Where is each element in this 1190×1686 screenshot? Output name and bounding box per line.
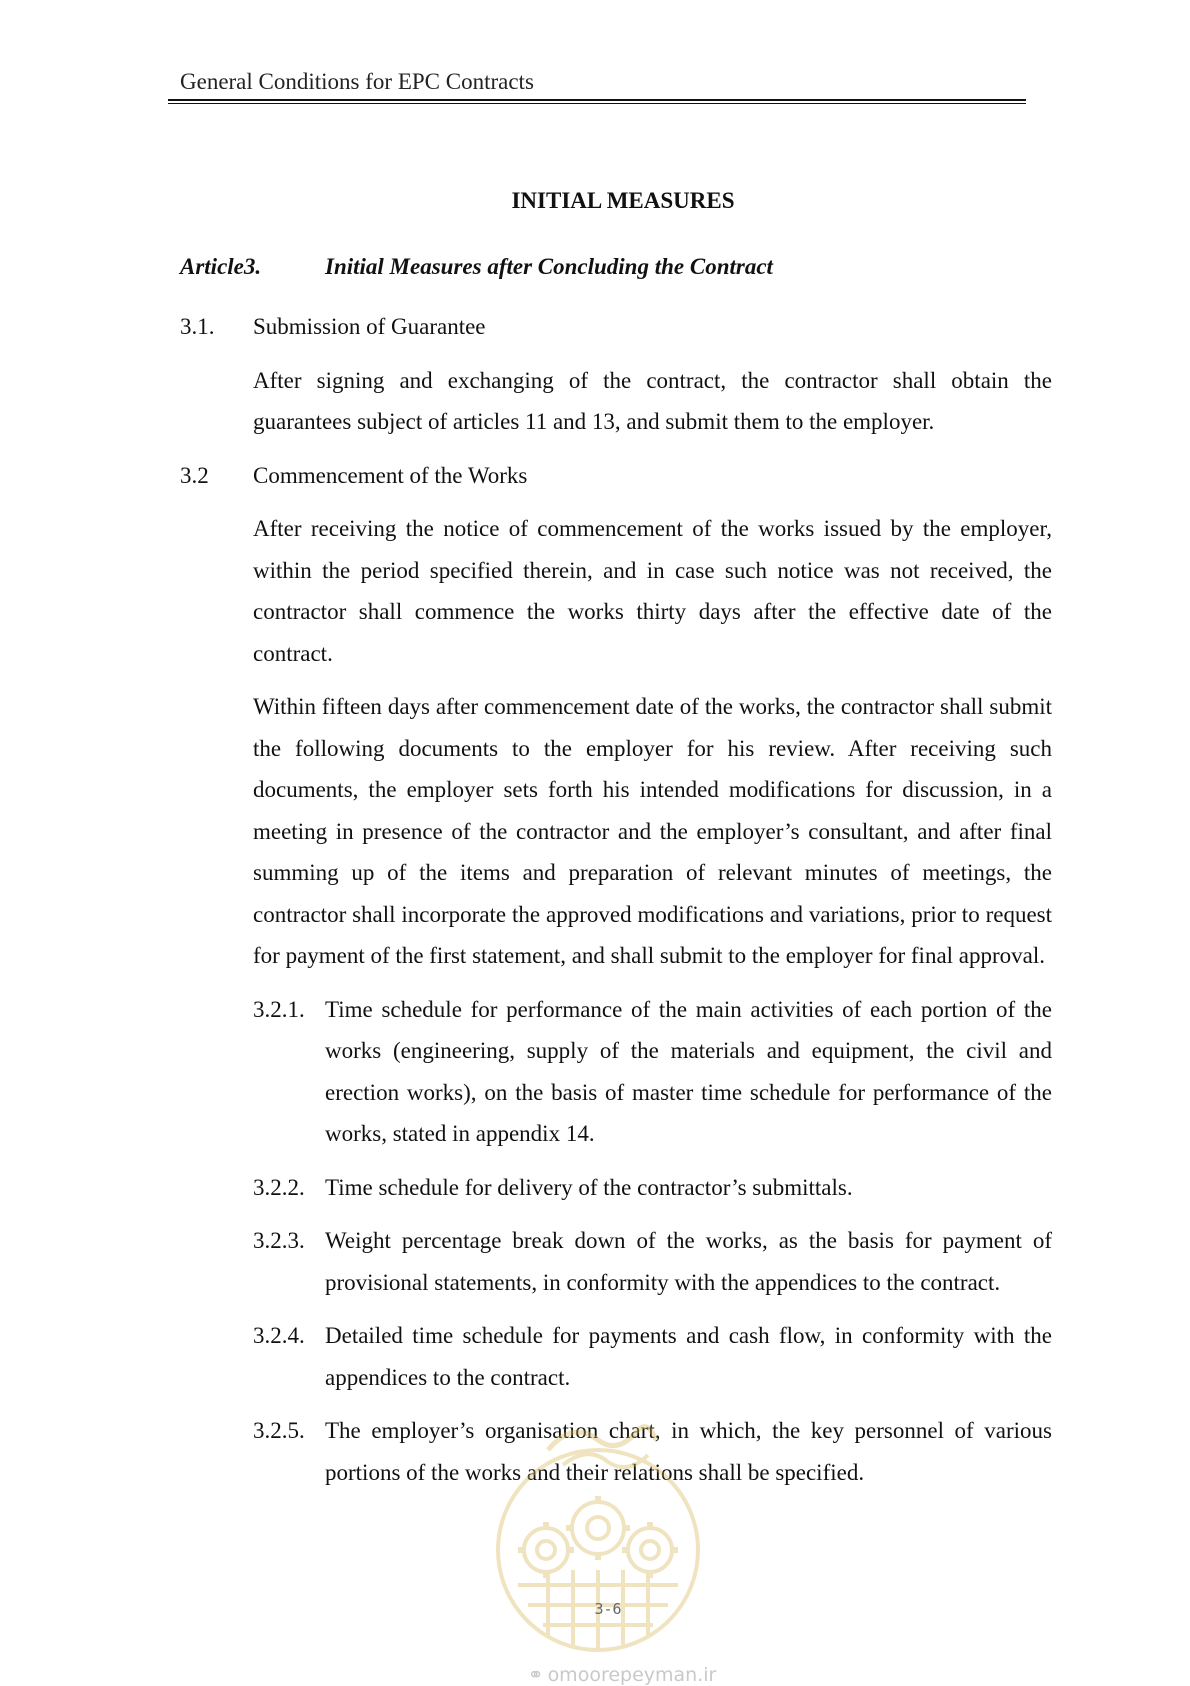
document-body — [180, 306, 1052, 1493]
globe-icon: ⚭ — [527, 1664, 544, 1686]
list-item-text: The employer’s organisation chart, in which, the key personnel of various portions of the works and their relations shall be specified. — [325, 1418, 1052, 1485]
clause-heading — [180, 306, 1052, 348]
list-item — [253, 989, 1052, 1155]
header-double-rule — [168, 99, 1026, 104]
list-item — [253, 1220, 1052, 1303]
list-item-number: 3.2.2. — [253, 1174, 305, 1200]
clause-paragraph: Within fifteen days after commencement date of the works, the contractor shall submit the following documents to the employer for his review. After receiving such documents, the employer sets forth his intended modifications for discussion, in a meeting in presence of the contractor and the employer’s consultant, and after final summing up of the items and preparation of relevant minutes of meetings, the contractor shall incorporate the approved modifications and variations, prior to request for payment of the first statement, and shall submit to the employer for final approval. — [253, 694, 1052, 968]
section-title: INITIAL MEASURES — [511, 188, 735, 213]
clause-number: 3.2 — [180, 462, 209, 488]
watermark-logo — [478, 1410, 718, 1660]
list-item-text: Detailed time schedule for payments and cash flow, in conformity with the appendices to the contract. — [325, 1323, 1052, 1390]
list-item-number: 3.2.3. — [253, 1228, 305, 1253]
clause-paragraph: After receiving the notice of commencement of the works issued by the employer, within the period specified therein, and in case such notice was not received, the contractor shall commence the works thirty days after the effective date of the contract. — [253, 516, 1052, 666]
clause-number: 3.1. — [180, 314, 215, 339]
list-item-text: Weight percentage break down of the works, as the basis for payment of provisional statements, in conformity with the appendices to the contract. — [325, 1228, 1052, 1295]
list-item-number: 3.2.5. — [253, 1418, 305, 1443]
list-item-number: 3.2.4. — [253, 1323, 305, 1348]
article-heading — [180, 254, 773, 280]
clause-heading — [180, 455, 1052, 497]
article-number: Article3. — [180, 254, 262, 279]
list-item — [253, 1167, 1052, 1209]
article-title: Initial Measures after Concluding the Contract — [325, 254, 773, 279]
watermark-site-text: omoorepeyman.ir — [547, 1664, 717, 1686]
list-item-text: Time schedule for performance of the main activities of each portion of the works (engineering, supply of the materials and equipment, the civil and erection works), on the basis of master time schedule for performance of the works, stated in appendix 14. — [325, 996, 1052, 1146]
clause-paragraph: After signing and exchanging of the contract, the contractor shall obtain the guarantees subject of articles 11 and 13, and submit them to the employer. — [253, 367, 1052, 434]
list-item-number: 3.2.1. — [253, 996, 305, 1022]
clause-heading-text: Submission of Guarantee — [253, 314, 486, 339]
list-item — [253, 1315, 1052, 1398]
running-header-title: General Conditions for EPC Contracts — [180, 69, 534, 94]
watermark-site — [0, 1664, 1190, 1686]
clause-heading-text: Commencement of the Works — [253, 462, 528, 488]
list-item-text: Time schedule for delivery of the contractor’s submittals. — [325, 1174, 853, 1200]
page-number: 3-6 — [594, 1600, 622, 1618]
running-header — [168, 70, 1026, 104]
